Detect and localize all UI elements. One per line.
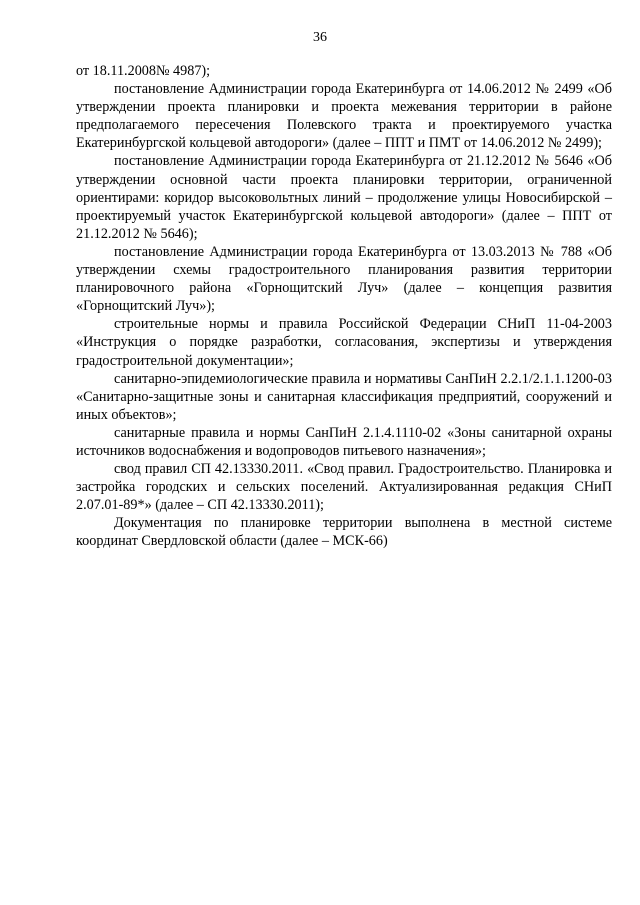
- paragraph-resolution-2499: постановление Администрации города Екатеринбурга от 14.06.2012 № 2499 «Об утверждении проекта планировки и проекта межевания территории в районе предполагаемого пересечения Полевского тракта и проектируемого участка Екатеринбургской кольцевой автодороги» (далее – ППТ и ПМТ от 14.06.2012 № 2499);: [76, 81, 612, 152]
- paragraph-snip-11-04-2003: строительные нормы и правила Российской Федерации СНиП 11-04-2003 «Инструкция о порядке разработки, согласования, экспертизы и утверждения градостроительной документации»;: [76, 316, 612, 369]
- paragraph-coordinate-system: Документация по планировке территории выполнена в местной системе координат Свердловской области (далее – МСК-66): [76, 515, 612, 550]
- paragraph-continuation: от 18.11.2008№ 4987);: [76, 63, 211, 79]
- paragraph-sanpin-1110-02: санитарные правила и нормы СанПиН 2.1.4.1110-02 «Зоны санитарной охраны источников водоснабжения и водопроводов питьевого назначения»;: [76, 424, 612, 459]
- paragraph-sp-42-13330-2011: свод правил СП 42.13330.2011. «Свод правил. Градостроительство. Планировка и застройка городских и сельских поселений. Актуализированная редакция СНиП 2.07.01-89*» (далее – СП 42.13330.2011);: [76, 461, 612, 514]
- paragraph-resolution-788: постановление Администрации города Екатеринбурга от 13.03.2013 № 788 «Об утверждении схемы градостроительного планирования развития территории планировочного района «Горнощитский Луч» (далее – концепция развития «Горнощитский Луч»);: [76, 243, 612, 315]
- page-number: 36: [313, 30, 327, 45]
- paragraph-resolution-5646: постановление Администрации города Екатеринбурга от 21.12.2012 № 5646 «Об утверждении основной части проекта планировки территории, ограниченной ориентирами: коридор высоковольтных линий – продолжение улицы Новосибирской – проектируемый участок Екатеринбургской кольцевой автодороги» (далее – ППТ от 21.12.2012 № 5646);: [76, 153, 612, 242]
- paragraph-sanpin-1200-03: санитарно-эпидемиологические правила и нормативы СанПиН 2.2.1/2.1.1.1200-03 «Санитарно-защитные зоны и санитарная классификация предприятий, сооружений и иных объектов»;: [76, 370, 612, 423]
- document-body: [76, 62, 612, 551]
